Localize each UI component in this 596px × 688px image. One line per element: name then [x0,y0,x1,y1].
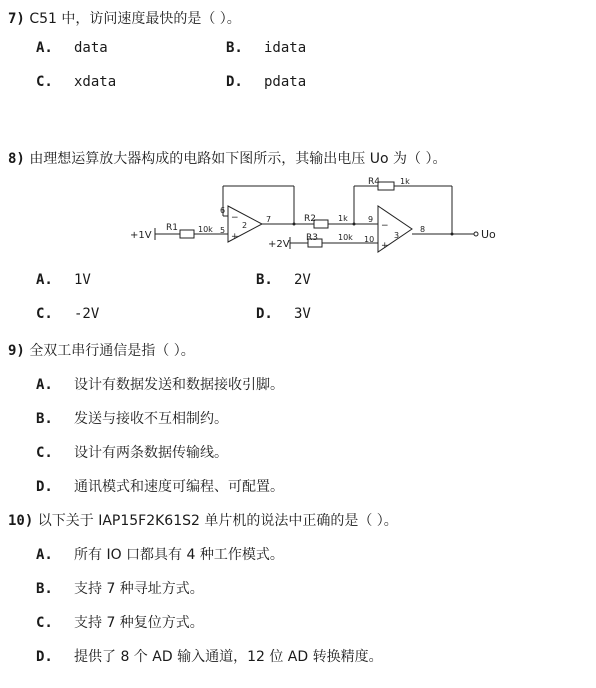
option-text: 支持 7 种寻址方式。 [74,581,204,597]
question-number: 7) [8,11,25,27]
option-d[interactable] [36,476,284,496]
option-letter: B. [36,581,53,597]
question-text: 以下关于 IAP15F2K61S2 单片机的说法中正确的是（ ）。 [37,513,398,529]
option-letter: C. [36,615,53,631]
option-b[interactable] [36,408,228,428]
option-text: 所有 IO 口都具有 4 种工作模式。 [74,547,284,563]
pin-8: 8 [420,225,426,234]
option-c[interactable] [36,612,204,632]
option-b[interactable] [36,578,204,598]
r3-value: 10k [338,233,353,242]
r1-value: 10k [198,225,213,234]
option-b[interactable] [226,40,306,56]
option-letter: C. [36,445,53,461]
question-number: 8) [8,151,25,167]
option-text: 发送与接收不互相制约。 [74,411,228,427]
option-letter: A. [36,377,53,393]
option-letter: A. [36,40,53,56]
question-10 [8,510,398,530]
option-letter: B. [226,40,243,56]
option-a[interactable] [36,40,108,56]
option-letter: A. [36,272,53,288]
option-d[interactable] [226,74,306,90]
option-letter: B. [256,272,273,288]
option-a[interactable] [36,272,91,288]
option-text: 提供了 8 个 AD 输入通道，12 位 AD 转换精度。 [74,649,383,665]
option-letter: D. [36,649,53,665]
input-voltage-1: +1V [130,230,152,241]
option-text: -2V [74,306,100,322]
option-a[interactable] [36,544,284,564]
question-number: 10) [8,513,34,529]
amp1-minus: − [231,213,239,223]
option-letter: C. [36,306,53,322]
pin-10: 10 [364,235,375,244]
option-a[interactable] [36,374,284,394]
option-letter: A. [36,547,53,563]
option-text: data [74,40,108,56]
option-c[interactable] [36,74,116,90]
r3-label: R3 [306,233,318,243]
r2-label: R2 [304,214,316,224]
question-text: C51 中，访问速度最快的是（ ）。 [29,11,241,27]
pin-5: 5 [220,226,226,235]
amp1-number: 2 [242,221,248,230]
option-letter: D. [226,74,243,90]
option-c[interactable] [36,442,228,462]
option-text: 1V [74,272,91,288]
r1-label: R1 [166,223,178,233]
r2-value: 1k [338,214,348,223]
amp2-plus: + [381,241,389,251]
question-text: 由理想运算放大器构成的电路如下图所示，其输出电压 Uo 为（ ）。 [29,151,447,167]
option-letter: D. [36,479,53,495]
r4-label: R4 [368,177,380,187]
option-d[interactable] [256,306,311,322]
option-text: 3V [294,306,311,322]
amp1-plus: + [231,232,239,242]
option-text: 通讯模式和速度可编程、可配置。 [74,479,284,495]
option-text: 设计有数据发送和数据接收引脚。 [74,377,284,393]
question-text: 全双工串行通信是指（ ）。 [29,343,195,359]
question-number: 9) [8,343,25,359]
amp2-minus: − [381,221,389,231]
opamp-circuit-diagram [128,176,508,258]
output-label: Uo [481,228,496,241]
option-c[interactable] [36,306,99,322]
pin-6: 6 [220,206,226,215]
option-text: 支持 7 种复位方式。 [74,615,204,631]
question-9 [8,340,195,360]
option-text: 2V [294,272,311,288]
option-text: pdata [264,74,307,90]
question-7 [8,8,241,28]
option-text: xdata [74,74,117,90]
r4-value: 1k [400,177,410,186]
option-b[interactable] [256,272,311,288]
option-text: 设计有两条数据传输线。 [74,445,228,461]
option-letter: D. [256,306,273,322]
question-8 [8,148,446,168]
input-voltage-2: +2V [268,239,290,250]
pin-7: 7 [266,215,272,224]
option-text: idata [264,40,307,56]
pin-9: 9 [368,215,374,224]
option-letter: C. [36,74,53,90]
amp2-number: 3 [394,231,400,240]
option-letter: B. [36,411,53,427]
option-d[interactable] [36,646,383,666]
